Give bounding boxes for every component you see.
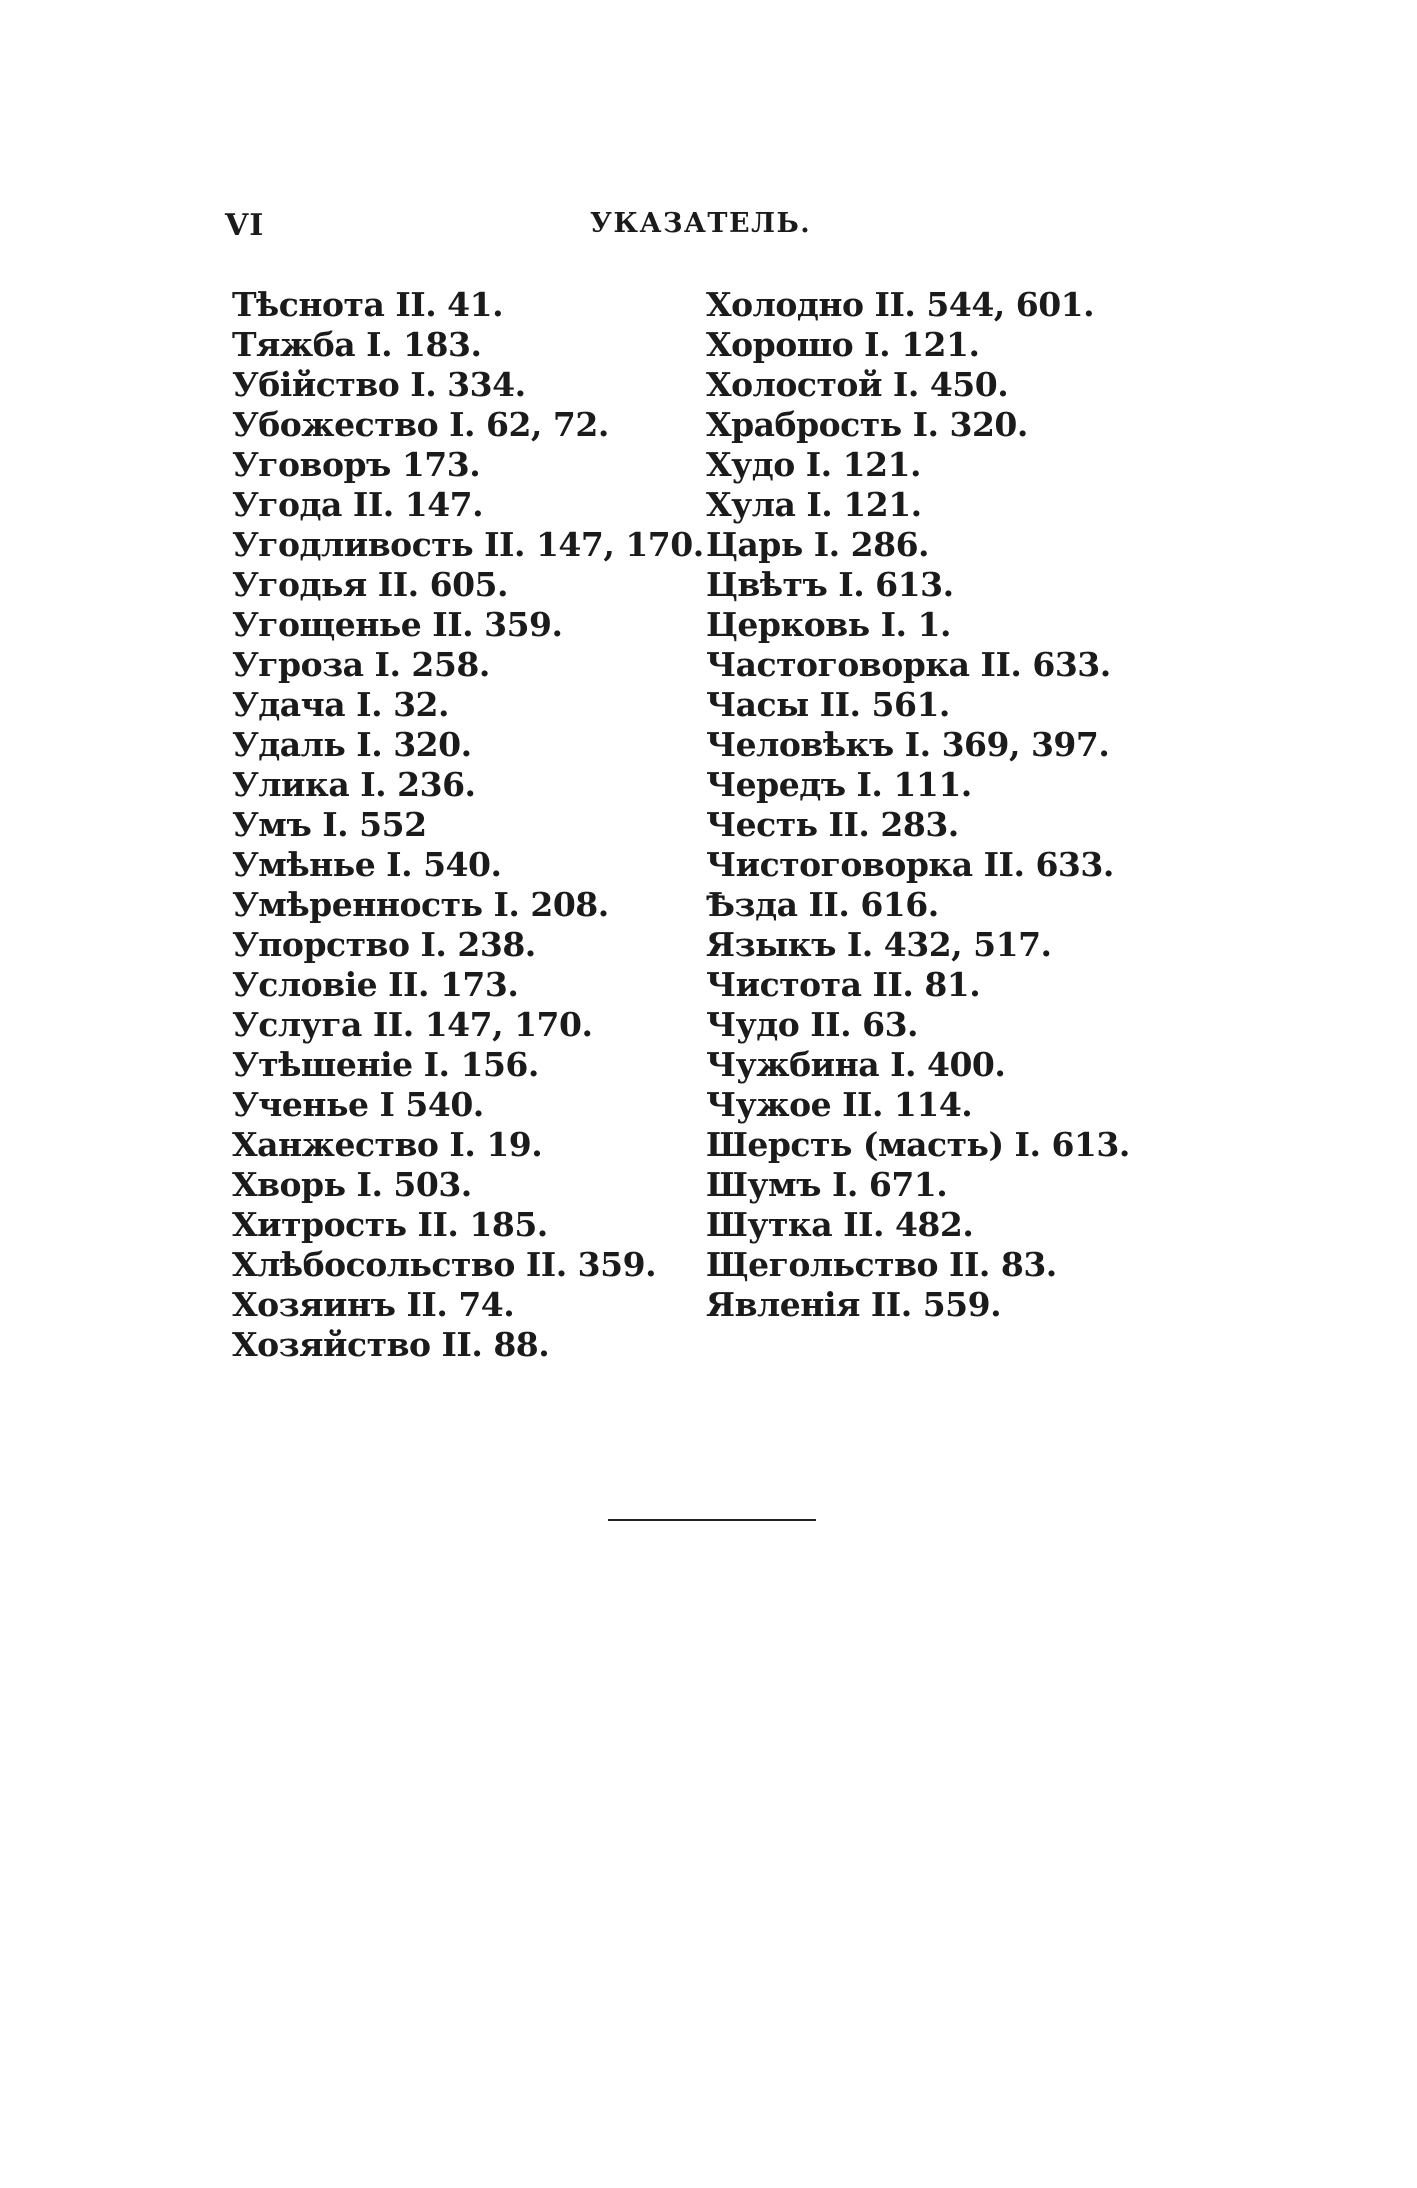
index-entry: Условіе II. 173.: [232, 965, 519, 1004]
index-column-right: [706, 285, 1130, 1325]
index-entry: Чудо II. 63.: [706, 1005, 919, 1044]
index-entry: Угроза I. 258.: [232, 645, 490, 684]
index-entry: Честь II. 283.: [706, 805, 959, 844]
index-entry: Угода II. 147.: [232, 485, 484, 524]
index-entry: Чистота II. 81.: [706, 965, 981, 1004]
index-entry: Чужое II. 114.: [706, 1085, 973, 1124]
index-entry: Хорошо I. 121.: [706, 325, 980, 364]
index-entry: Хворь I. 503.: [232, 1165, 472, 1204]
index-entry: Умъ I. 552: [232, 805, 427, 844]
index-entry: Церковь I. 1.: [706, 605, 951, 644]
index-entry: Умѣнье I. 540.: [232, 845, 502, 884]
index-entry: Цвѣтъ I. 613.: [706, 565, 954, 604]
index-entry: Хлѣбосольство II. 359.: [232, 1245, 657, 1284]
index-entry: Хитрость II. 185.: [232, 1205, 548, 1244]
index-entry: Ханжество I. 19.: [232, 1125, 543, 1164]
index-entry: Угощенье II. 359.: [232, 605, 563, 644]
index-entry: Человѣкъ I. 369, 397.: [706, 725, 1110, 764]
index-entry: Щегольство II. 83.: [706, 1245, 1057, 1284]
index-entry: Холостой I. 450.: [706, 365, 1009, 404]
index-entry: Храбрость I. 320.: [706, 405, 1028, 444]
index-entry: Убожество I. 62, 72.: [232, 405, 609, 444]
index-entry: Удача I. 32.: [232, 685, 450, 724]
index-entry: Услуга II. 147, 170.: [232, 1005, 593, 1044]
index-entry: Ѣзда II. 616.: [706, 885, 939, 924]
index-entry: Хозяинъ II. 74.: [232, 1285, 515, 1324]
index-entry: Хула I. 121.: [706, 485, 922, 524]
index-entry: Шумъ I. 671.: [706, 1165, 948, 1204]
index-entry: Чужбина I. 400.: [706, 1045, 1006, 1084]
index-entry: Шерсть (масть) I. 613.: [706, 1125, 1130, 1164]
index-entry: Удаль I. 320.: [232, 725, 472, 764]
index-entry: Часы II. 561.: [706, 685, 950, 724]
index-entry: Частоговорка II. 633.: [706, 645, 1111, 684]
index-entry: Угодливость II. 147, 170.: [232, 525, 704, 564]
index-entry: Ученье I 540.: [232, 1085, 484, 1124]
index-entry: Тяжба I. 183.: [232, 325, 482, 364]
index-entry: Улика I. 236.: [232, 765, 476, 804]
index-entry: Царь I. 286.: [706, 525, 930, 564]
index-entry: Умѣренность I. 208.: [232, 885, 609, 924]
index-entry: Явленія II. 559.: [706, 1285, 1002, 1324]
index-entry: Упорство I. 238.: [232, 925, 536, 964]
index-entry: Убійство I. 334.: [232, 365, 526, 404]
index-entry: Уговоръ 173.: [232, 445, 481, 484]
index-entry: Угодья II. 605.: [232, 565, 508, 604]
index-entry: Худо I. 121.: [706, 445, 922, 484]
page-number: VI: [225, 208, 265, 243]
index-entry: Холодно II. 544, 601.: [706, 285, 1095, 324]
index-entry: Хозяйство II. 88.: [232, 1325, 550, 1364]
index-column-left: [232, 285, 704, 1365]
index-entry: Чередъ I. 111.: [706, 765, 972, 804]
index-entry: Шутка II. 482.: [706, 1205, 974, 1244]
running-head: УКАЗАТЕЛЬ.: [590, 208, 812, 239]
index-entry: Утѣшеніе I. 156.: [232, 1045, 539, 1084]
index-entry: Языкъ I. 432, 517.: [706, 925, 1052, 964]
closing-rule: [608, 1519, 816, 1521]
index-entry: Тѣснота II. 41.: [232, 285, 504, 324]
index-entry: Чистоговорка II. 633.: [706, 845, 1114, 884]
